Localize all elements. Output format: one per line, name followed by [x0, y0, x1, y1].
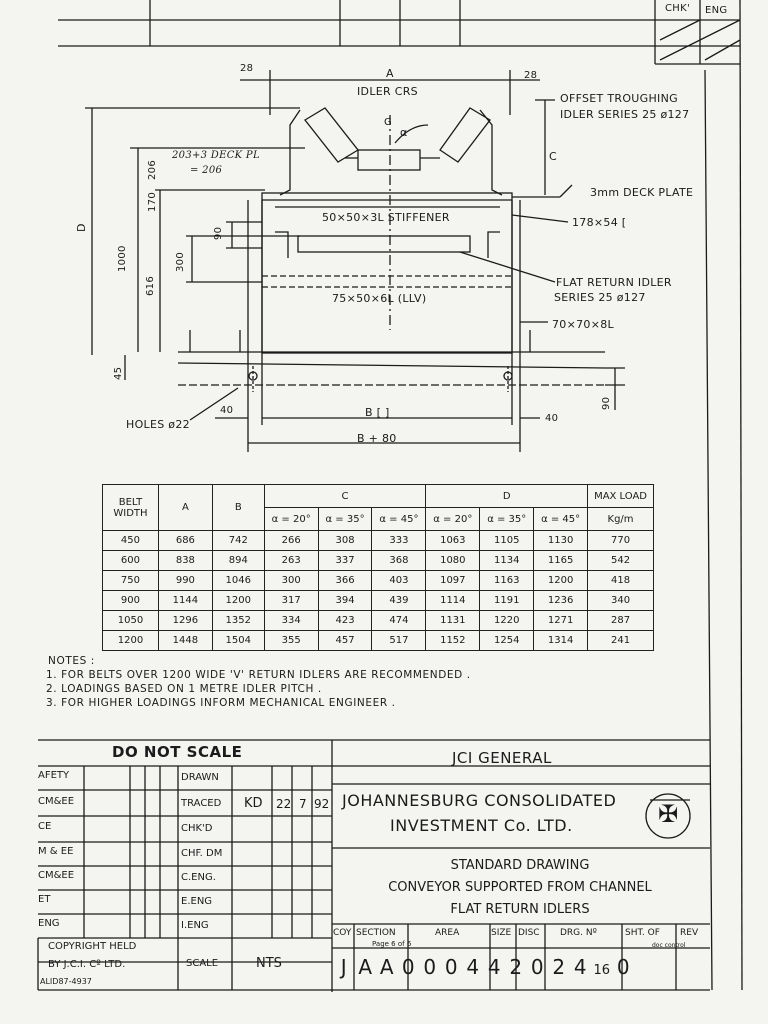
table-cell: 1504	[212, 631, 264, 651]
table-cell: 1114	[426, 591, 480, 611]
dept-row-2: CM&EE	[38, 796, 75, 807]
offset-idler-label-2: IDLER SERIES 25 ø127	[560, 108, 690, 121]
deck-plate-label: 3mm DECK PLATE	[590, 186, 694, 199]
table-cell: 1097	[426, 571, 480, 591]
dept-row-6: ET	[38, 894, 51, 905]
table-cell: 1165	[534, 551, 588, 571]
table-cell: 1191	[480, 591, 534, 611]
table-row	[103, 611, 654, 631]
header-a: A	[158, 485, 212, 531]
header-c-35: α = 35°	[318, 508, 372, 531]
dept-row-4: M & EE	[38, 846, 74, 857]
drawing-number-char: 4	[466, 955, 480, 979]
table-cell: 1163	[480, 571, 534, 591]
table-cell: 1200	[534, 571, 588, 591]
notes-title: NOTES :	[48, 655, 95, 667]
page-of-label: Page 6 of 6	[372, 940, 412, 948]
col-size: SIZE	[491, 928, 512, 938]
header-d-20: α = 20°	[426, 508, 480, 531]
table-cell: 340	[588, 591, 654, 611]
footer-code: ALID87-4937	[40, 977, 92, 986]
col-disc: DISC	[518, 928, 540, 938]
col-coy: COY	[333, 928, 352, 938]
table-row	[103, 551, 654, 571]
do-not-scale: DO NOT SCALE	[112, 743, 243, 761]
table-cell: 1254	[480, 631, 534, 651]
table-row	[103, 631, 654, 651]
flat-idler-label-1: FLAT RETURN IDLER	[556, 276, 672, 289]
col-section: SECTION	[356, 928, 396, 938]
idler-dimensions-table	[102, 484, 654, 651]
std-drawing-1: STANDARD DRAWING	[450, 858, 590, 873]
table-cell: 266	[264, 531, 318, 551]
b-plus-80-label: B + 80	[357, 432, 397, 445]
dim-616: 616	[145, 276, 156, 296]
table-row	[103, 571, 654, 591]
table-cell: 1046	[212, 571, 264, 591]
col-sht: SHT. OF	[625, 928, 660, 938]
table-cell: 990	[158, 571, 212, 591]
company-name-2: INVESTMENT Co. LTD.	[390, 816, 573, 835]
role-drawn: DRAWN	[181, 772, 219, 783]
header-c: C	[264, 485, 426, 508]
table-cell: 334	[264, 611, 318, 631]
dim-1000: 1000	[117, 245, 128, 272]
col-area: AREA	[435, 928, 460, 938]
copyright-1: COPYRIGHT HELD	[48, 941, 137, 952]
header-max-load-unit: Kg/m	[588, 508, 654, 531]
dept-row-5: CM&EE	[38, 870, 75, 881]
company-name-1: JOHANNESBURG CONSOLIDATED	[342, 791, 617, 810]
dim-300: 300	[175, 252, 186, 272]
dim-a: A	[386, 67, 394, 80]
drawing-number	[333, 955, 713, 979]
table-cell: 241	[588, 631, 654, 651]
table-cell: 300	[264, 571, 318, 591]
drawing-number-char: 4	[573, 955, 587, 979]
drawing-number-char: A	[379, 955, 394, 979]
table-cell: 1448	[158, 631, 212, 651]
table-cell: 317	[264, 591, 318, 611]
traced-year: 92	[314, 797, 330, 811]
g-label: G	[384, 117, 393, 128]
header-c-45: α = 45°	[372, 508, 426, 531]
table-cell: 1220	[480, 611, 534, 631]
header-d-45: α = 45°	[534, 508, 588, 531]
alpha-label: α	[400, 126, 408, 139]
dept-row-7: ENG	[38, 918, 60, 929]
table-cell: 1105	[480, 531, 534, 551]
std-drawing-3: FLAT RETURN IDLERS	[450, 902, 590, 917]
table-cell: 355	[264, 631, 318, 651]
table-cell: 900	[103, 591, 159, 611]
drawing-number-char: 0	[530, 955, 544, 979]
stiffener-label: 50×50×3L STIFFENER	[322, 211, 450, 224]
table-cell: 287	[588, 611, 654, 631]
role-traced: TRACED	[181, 798, 222, 809]
drawing-number-char: A	[358, 955, 373, 979]
col-rev: REV	[680, 928, 699, 938]
dim-45: 45	[113, 366, 124, 380]
table-cell: 1296	[158, 611, 212, 631]
doc-control-label: doc control	[652, 942, 686, 949]
dim-d: D	[75, 223, 88, 232]
table-cell: 517	[372, 631, 426, 651]
drawing-number-char: 2	[552, 955, 566, 979]
table-cell: 368	[372, 551, 426, 571]
drawing-number-char: 0	[401, 955, 415, 979]
table-cell: 1130	[534, 531, 588, 551]
note-1: 1. FOR BELTS OVER 1200 WIDE 'V' RETURN IDLERS ARE RECOMMENDED .	[46, 669, 471, 681]
drawing-number-char: 2	[509, 955, 523, 979]
dim-90-right: 90	[601, 396, 612, 410]
table-cell: 1200	[103, 631, 159, 651]
scale-value: NTS	[256, 956, 282, 971]
table-cell: 1152	[426, 631, 480, 651]
traced-day: 22	[276, 797, 292, 811]
table-cell: 263	[264, 551, 318, 571]
table-cell: 337	[318, 551, 372, 571]
table-cell: 838	[158, 551, 212, 571]
std-drawing-2: CONVEYOR SUPPORTED FROM CHANNEL	[388, 880, 652, 895]
header-belt-width: BELT WIDTH	[103, 485, 159, 531]
dim-40-right: 40	[545, 413, 559, 424]
table-cell: 770	[588, 531, 654, 551]
table-cell: 418	[588, 571, 654, 591]
holes-label: HOLES ø22	[126, 418, 190, 431]
table-cell: 457	[318, 631, 372, 651]
header-d: D	[426, 485, 588, 508]
flat-idler-label-2: SERIES 25 ø127	[554, 291, 646, 304]
dim-170: 170	[147, 192, 158, 212]
dim-90-top: 90	[213, 226, 224, 240]
jci-general: JCI GENERAL	[452, 749, 552, 767]
table-cell: 1314	[534, 631, 588, 651]
table-cell: 1134	[480, 551, 534, 571]
table-cell: 600	[103, 551, 159, 571]
table-cell: 366	[318, 571, 372, 591]
role-chf-dm: CHF. DM	[181, 848, 223, 859]
traced-initials: KD	[244, 796, 263, 811]
hand-note-1: 203+3 DECK PL	[172, 150, 260, 161]
table-cell: 1063	[426, 531, 480, 551]
table-cell: 403	[372, 571, 426, 591]
table-cell: 1200	[212, 591, 264, 611]
table-cell: 474	[372, 611, 426, 631]
header-c-20: α = 20°	[264, 508, 318, 531]
table-cell: 394	[318, 591, 372, 611]
table-cell: 1144	[158, 591, 212, 611]
header-eng: ENG	[705, 5, 728, 16]
copyright-2: BY J.C.I. Cº LTD.	[48, 959, 126, 970]
header-max-load: MAX LOAD	[588, 485, 654, 508]
col-drg: DRG. Nº	[560, 928, 597, 938]
table-cell: 542	[588, 551, 654, 571]
idler-crs-label: IDLER CRS	[357, 85, 418, 98]
note-2: 2. LOADINGS BASED ON 1 METRE IDLER PITCH .	[46, 683, 322, 695]
table-body	[103, 531, 654, 651]
drawing-number-char: J	[340, 955, 347, 979]
table-row	[103, 591, 654, 611]
table-cell: 742	[212, 531, 264, 551]
jci-logo-icon: ✠	[657, 800, 679, 828]
dim-206: 206	[147, 160, 158, 180]
table-cell: 750	[103, 571, 159, 591]
role-c-eng: C.ENG.	[181, 872, 216, 883]
scale-label: SCALE	[186, 958, 219, 969]
table-cell: 423	[318, 611, 372, 631]
llv-label: 75×50×6L (LLV)	[332, 292, 427, 305]
table-cell: 1131	[426, 611, 480, 631]
header-chkd: CHK'	[665, 3, 691, 14]
table-cell: 894	[212, 551, 264, 571]
header-d-35: α = 35°	[480, 508, 534, 531]
table-cell: 686	[158, 531, 212, 551]
role-chkd: CHK'D	[181, 823, 213, 834]
table-cell: 1236	[534, 591, 588, 611]
table-cell: 439	[372, 591, 426, 611]
role-e-eng: E.ENG	[181, 896, 213, 907]
dim-40-left: 40	[220, 405, 234, 416]
table-cell: 333	[372, 531, 426, 551]
dim-28-left: 28	[240, 63, 254, 74]
drawing-number-char: 16	[593, 963, 611, 978]
angle-70-label: 70×70×8L	[552, 318, 614, 331]
table-row	[103, 531, 654, 551]
table-cell: 1050	[103, 611, 159, 631]
table-cell: 1352	[212, 611, 264, 631]
drawing-number-char: 0	[616, 955, 630, 979]
b-bracket-label: B [ ]	[365, 406, 390, 419]
channel-label: 178×54 [	[572, 216, 627, 229]
dept-row-3: CE	[38, 821, 52, 832]
dept-row-1: AFETY	[38, 770, 70, 781]
traced-month: 7	[299, 797, 307, 811]
hand-note-2: = 206	[190, 165, 223, 176]
notes-block	[48, 655, 471, 711]
drawing-number-char: 0	[423, 955, 437, 979]
table-cell: 1271	[534, 611, 588, 631]
offset-idler-label-1: OFFSET TROUGHING	[560, 92, 678, 105]
c-label: C	[549, 150, 557, 163]
table-cell: 308	[318, 531, 372, 551]
note-3: 3. FOR HIGHER LOADINGS INFORM MECHANICAL ENGINEER .	[46, 697, 396, 709]
table-cell: 1080	[426, 551, 480, 571]
drawing-number-char: 0	[444, 955, 458, 979]
dim-28-right: 28	[524, 70, 538, 81]
header-b: B	[212, 485, 264, 531]
drawing-number-char: 4	[487, 955, 501, 979]
role-i-eng: I.ENG	[181, 920, 209, 931]
table-cell: 450	[103, 531, 159, 551]
